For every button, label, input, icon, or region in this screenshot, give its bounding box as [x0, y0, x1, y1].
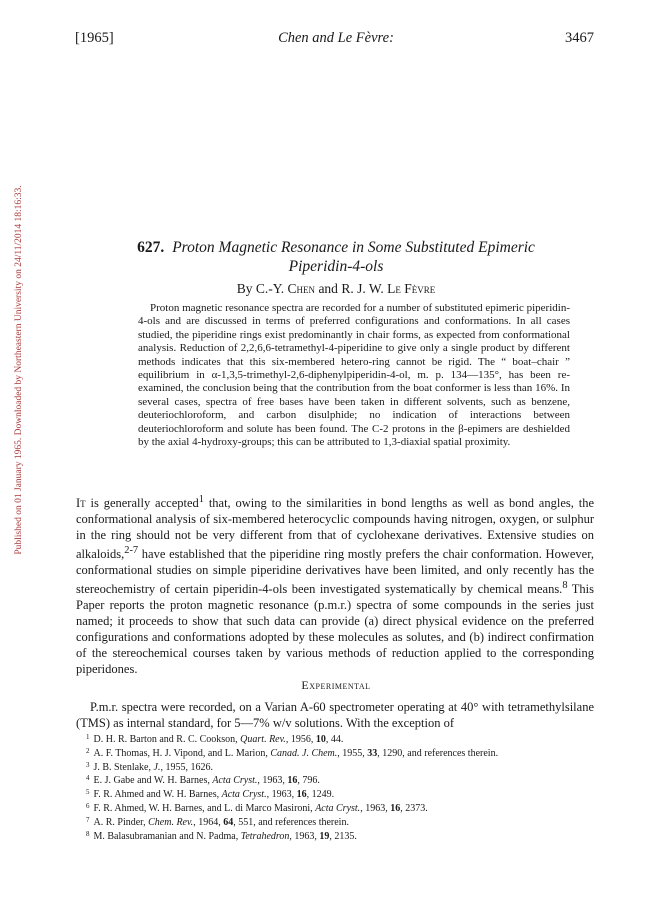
title-line-1: Proton Magnetic Resonance in Some Substituted Epimeric — [172, 239, 535, 256]
footnote: $^4$ E. J. Gabe and W. H. Barnes, Acta Cryst., 1963, 16, 796. — [86, 774, 320, 787]
footnote: $^6$ F. R. Ahmed, W. H. Barnes, and L. di Marco Masironi, Acta Cryst., 1963, 16, 2373. — [86, 801, 428, 814]
footnote: $^8$ M. Balasubramanian and N. Padma, Tetrahedron, 1963, 19, 2135. — [86, 829, 357, 842]
header-year: [1965] — [75, 30, 114, 46]
byline-by: By — [236, 281, 253, 296]
footnote: $^3$ J. B. Stenlake, J., 1955, 1626. — [86, 760, 213, 773]
article-title-block — [0, 238, 672, 299]
ref-mark: 8 — [562, 580, 568, 592]
title-line-2: Piperidin-4-ols — [288, 258, 384, 275]
introduction — [76, 492, 594, 677]
byline-and: and — [318, 281, 338, 296]
footnote: $^7$ A. R. Pinder, Chem. Rev., 1964, 64, 551, and references therein. — [86, 815, 349, 828]
footnotes — [76, 732, 594, 842]
experimental-text: P.m.r. spectra were recorded, on a Varian A-60 spectrometer operating at 40° with tetramethylsilane (TMS) as internal standard, for 5—7% w/v solutions. With the exception of — [76, 700, 594, 730]
ref-mark: 2-7 — [124, 545, 139, 557]
ref-mark: 1 — [198, 494, 204, 505]
article-number: 627. — [137, 239, 165, 256]
section-heading-experimental: Experimental — [301, 678, 371, 692]
article-title — [0, 238, 672, 257]
publication-notice-text: Published on 01 January 1965. Downloaded by Northeastern University on 24/11/2014 18:16:33. — [14, 185, 24, 555]
introduction-paragraph: It is generally accepted$^1$ that, owing to the similarities in bond lengths as well as bond angles, the conformational analysis of six-membered heterocyclic compounds having nitrogen, oxygen, or sulphur in the ring should not be very different from that of cyclohexane derivatives. Extensive studies on alkaloids,$^{2-7}$ have established that the piperidine ring mostly prefers the chair conformation. However, conformational studies on simple piperidine derivatives have been limited, and only recently has the stereochemistry of certain piperidin-4-ols been investigated systematically by chemical means.$^8$ This Paper reports the proton magnetic resonance (p.m.r.) spectra of some compounds in the series just named; it proceeds to show that such data can provide (a) direct physical evidence on the preferred configurations and conformations adopted by these molecules as solutes, and (b) indirect confirmation of the stereochemical courses taken by various methods of reduction applied to the corresponding piperidones. — [76, 494, 594, 677]
header-authors: Chen and Le Fèvre: — [278, 30, 394, 46]
abstract — [138, 302, 570, 449]
footnote: $^5$ F. R. Ahmed and W. H. Barnes, Acta Cryst., 1963, 16, 1249. — [86, 788, 335, 801]
header-page-number: 3467 — [565, 30, 594, 46]
publication-notice — [12, 150, 26, 590]
author-1: C.-Y. Chen — [255, 281, 316, 296]
abstract-text: Proton magnetic resonance spectra are recorded for a number of substituted epimeric piperidin-4-ols and are discussed in terms of preferred configurations and conformations. In all cases studied, the piperidine rings exist predominantly in chair forms, as expected from conformational analysis. Reduction of 2,2,6,6-tetramethyl-4-piperidine to give only a single product by different methods indicates that this six-membered hetero-ring cannot be rigid. The “ boat–chair ” equilibrium in α-1,3,5-trimethyl-2,6-diphenylpiperidin-4-ol, m. p. 134—135°, has been re-examined, the conclusion being that the contribution from the boat conformer is less than 16%. In several cases, spectra of free bases have been taken in different solvents, such as benzene, deuteriochloroform, and carbon disulphide; no indication of interactions between deuteriochloroform and solute has been found. The C-2 protons in the β-epimers are deshielded by the axial 4-hydroxy-groups; this can be attributed to 1,3-diaxial spatial proximity. — [138, 302, 570, 449]
footnote: $^2$ A. F. Thomas, H. J. Vipond, and L. Marion, Canad. J. Chem., 1955, 33, 1290, and references therein. — [86, 746, 499, 759]
byline — [0, 279, 672, 299]
running-header — [0, 30, 672, 50]
author-2: R. J. W. Le Fèvre — [341, 281, 436, 296]
footnote: $^1$ D. H. R. Barton and R. C. Cookson, Quart. Rev., 1956, 10, 44. — [86, 733, 344, 745]
